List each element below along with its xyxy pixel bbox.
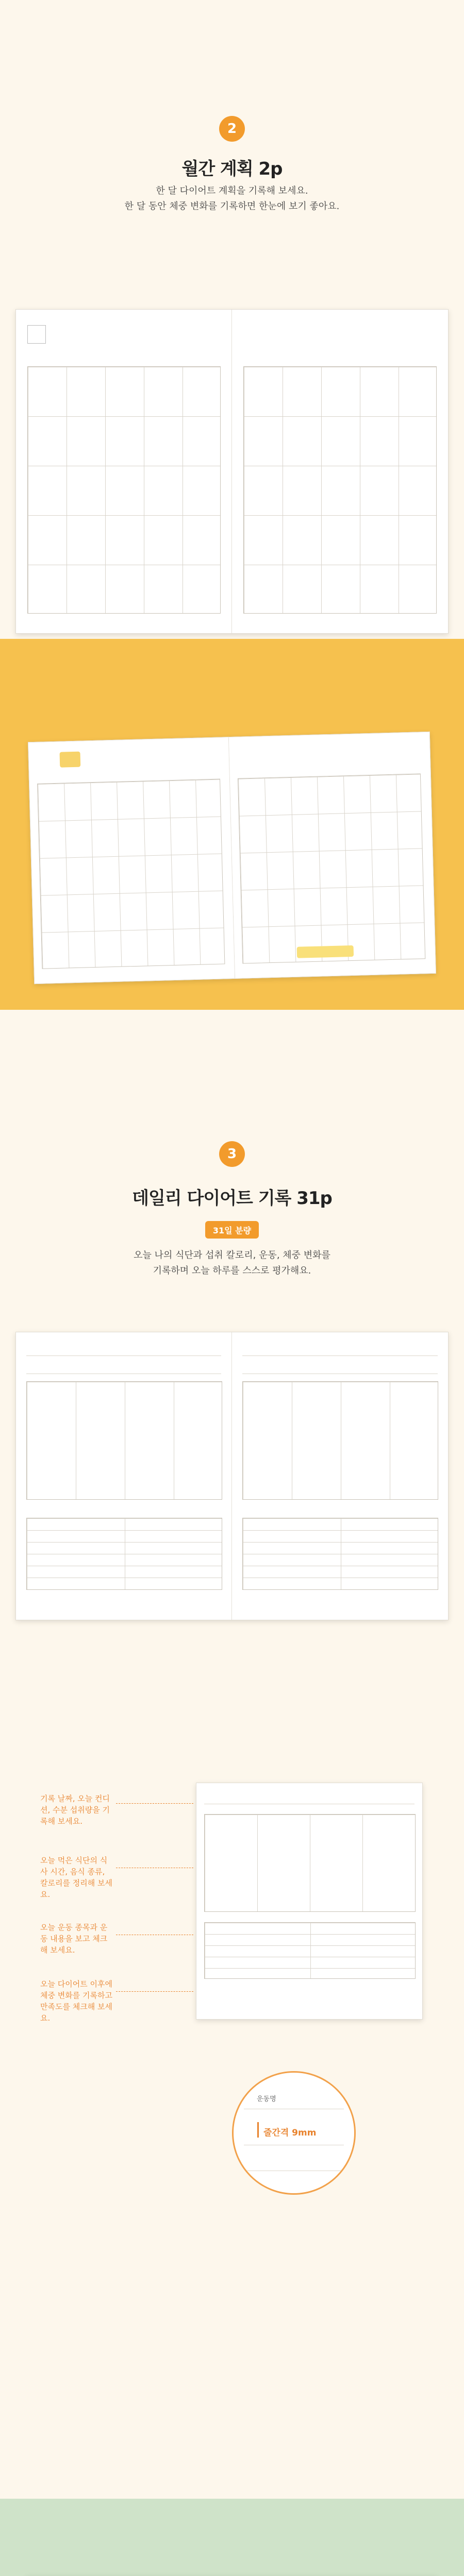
spacing-indicator	[257, 2122, 259, 2138]
section-desc-line1: 오늘 나의 식단과 섭취 칼로리, 운동, 체중 변화를	[134, 1250, 330, 1261]
filled-grid-left	[37, 779, 225, 969]
spacing-callout: 줄간격 9mm	[263, 2128, 317, 2138]
zoom-header: 운동명	[257, 2095, 276, 2103]
month-box	[27, 325, 46, 344]
daily-section	[0, 1010, 464, 2499]
line-spacing-zoom	[232, 2071, 356, 2195]
exercise-table-right	[242, 1518, 438, 1590]
exercise-table	[26, 1518, 222, 1590]
connector-4	[116, 1991, 193, 1992]
meal-table-right	[242, 1381, 438, 1500]
detail-meal-table	[204, 1814, 416, 1912]
section-desc-line2: 기록하며 오늘 하루를 스스로 평가해요.	[153, 1265, 311, 1276]
annotation-2: 오늘 먹은 식단의 식사 시간, 음식 종류, 칼로리를 정리해 보세요.	[40, 1856, 112, 1899]
monthly-section	[0, 0, 464, 639]
monthly-planner-spread	[15, 309, 449, 634]
daily-page-detail	[196, 1783, 423, 2020]
monthly-left-page	[16, 310, 232, 633]
section-desc-line1: 한 달 다이어트 계획을 기록해 보세요.	[156, 185, 308, 196]
monthly-calendar-grid-right	[243, 366, 437, 614]
monthly-calendar-grid	[27, 366, 221, 614]
daily-right-page	[232, 1332, 448, 1620]
highlight-note	[297, 945, 354, 958]
quantity-tag: 31일 분량	[205, 1221, 259, 1239]
filled-grid-right	[238, 773, 425, 963]
annotation-1: 기록 날짜, 오늘 컨디션, 수분 섭취량을 기록해 보세요.	[40, 1794, 110, 1826]
monthly-photo	[0, 639, 464, 1010]
section-title: 데일리 다이어트 기록 31p	[132, 1188, 332, 1209]
divider	[242, 1355, 438, 1356]
filled-monthly-planner	[28, 732, 436, 984]
daily-photo	[0, 2499, 464, 2576]
section-number-badge: 3	[219, 1141, 245, 1167]
monthly-right-page	[232, 310, 448, 633]
detail-exercise-table	[204, 1922, 416, 1979]
sticker	[60, 752, 81, 768]
daily-planner-spread	[15, 1332, 449, 1620]
meal-table	[26, 1381, 222, 1500]
daily-left-page	[16, 1332, 232, 1620]
section-title: 월간 계획 2p	[181, 159, 283, 179]
annotation-3: 오늘 운동 종목과 운동 내용을 보고 체크해 보세요.	[40, 1923, 108, 1955]
connector-1	[116, 1803, 193, 1804]
section-number-badge: 2	[219, 116, 245, 142]
annotation-4: 오늘 다이어트 이후에 체중 변화를 기록하고 만족도를 체크해 보세요.	[40, 1979, 112, 2023]
section-desc-line2: 한 달 동안 체중 변화를 기록하면 한눈에 보기 좋아요.	[124, 201, 340, 212]
divider	[26, 1355, 221, 1356]
filled-left-page	[28, 737, 235, 984]
filled-right-page	[229, 732, 436, 978]
